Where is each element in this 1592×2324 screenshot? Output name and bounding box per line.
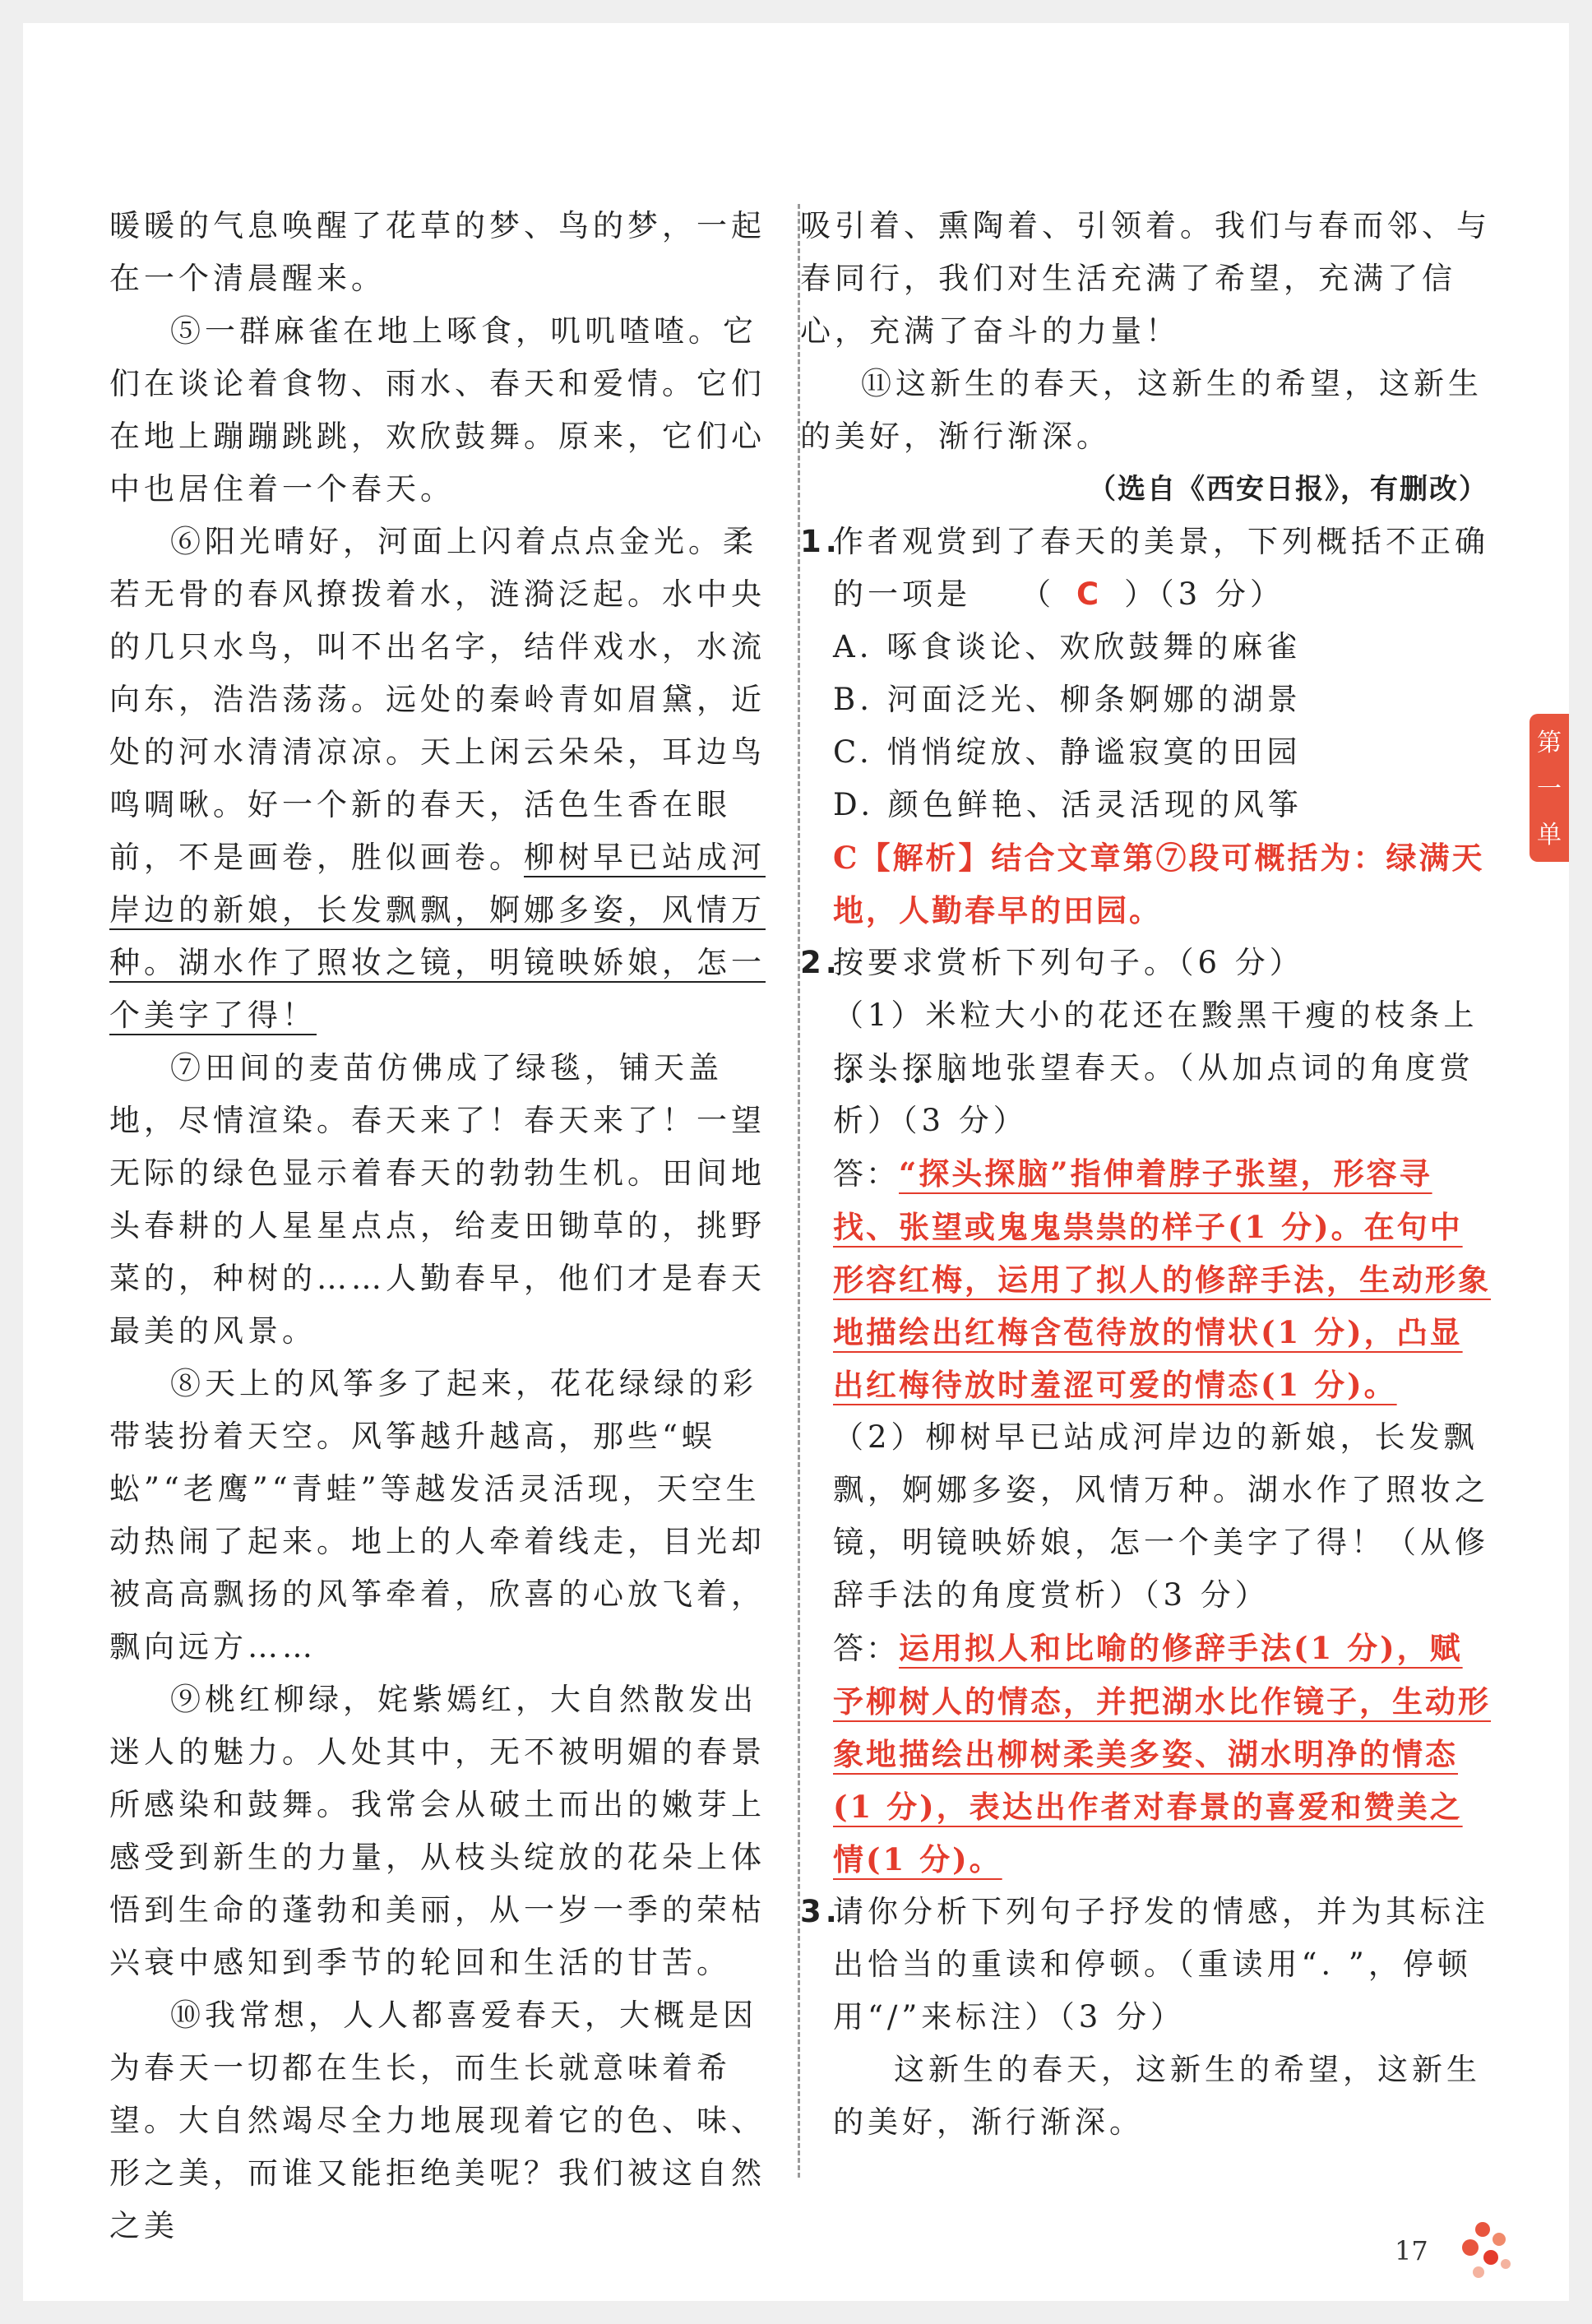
dotted-char: 探 — [833, 1050, 868, 1086]
option-b: B. 河面泛光、柳条婀娜的湖景 — [833, 682, 1302, 717]
dotted-char: 头 — [868, 1050, 902, 1086]
sub-question-1 — [833, 989, 1495, 1147]
option-a: A. 啄食谈论、欢欣鼓舞的麻雀 — [833, 629, 1302, 664]
question-number: 2. — [800, 945, 841, 980]
answer-1 — [833, 1147, 1495, 1411]
question-number: 1. — [800, 524, 841, 559]
left-column — [109, 200, 777, 2252]
bracket-open: （ — [1020, 576, 1055, 612]
dotted-char: 脑 — [937, 1050, 971, 1086]
question-1 — [800, 516, 1495, 937]
bracket-close-score: ）（3 分） — [1124, 576, 1284, 612]
question-stem: 按要求赏析下列句子。（6 分） — [833, 945, 1304, 980]
question-1-stem: 作者观赏到了春天的美景，下列概括不正确的一项是 — [833, 524, 1489, 612]
sub-question-1-text: （1）米粒大小的花还在黢黑干瘦的枝条上 — [833, 998, 1479, 1033]
answer-label: 答： — [833, 1631, 899, 1666]
sub-question-2: （2）柳树早已站成河岸边的新娘，长发飘飘，婀娜多姿，风情万种。湖水作了照妆之镜，明镜映娇娘，怎一个美字了得！（从修辞手法的角度赏析）（3 分） — [833, 1419, 1489, 1613]
paragraph-8: ⑧天上的风筝多了起来，花花绿绿的彩带装扮着天空。风筝越升越高，那些“蜈蚣”“老鹰”“青蛙”等越发活灵活现，天空生动热闹了起来。地上的人牵着线走，目光却被高高飘扬的风筝牵着，欣喜的心放飞着，飘向远方…… — [109, 1366, 766, 1664]
answer-2-text: 运用拟人和比喻的修辞手法(1 分)，赋予柳树人的情态，并把湖水比作镜子，生动形象地描绘出柳树柔美多姿、湖水明净的情态(1 分)，表达出作者对春景的喜爱和赞美之情(1 分)。 — [833, 1630, 1491, 1877]
option-d: D. 颜色鲜艳、活灵活现的风筝 — [833, 787, 1303, 822]
paragraph-10: ⑩我常想，人人都喜爱春天，大概是因为春天一切都在生长，而生长就意味着希望。大自然竭尽全力地展现着它的色、味、形之美，而谁又能拒绝美呢？我们被这自然之美 — [109, 1998, 766, 2243]
underlined-sentence: 柳树早已站成河岸边的新娘，长发飘飘，婀娜多姿，风情万种。湖水作了照妆之镜，明镜映娇娘，怎一个美字了得！ — [109, 840, 766, 1033]
unit-tab: 第一单元 — [1530, 714, 1569, 862]
question-stem: 请你分析下列句子抒发的情感，并为其标注出恰当的重读和停顿。（重读用“. ”，停顿用“/”来标注）（3 分） — [833, 1894, 1489, 2035]
question-2 — [800, 937, 1495, 1886]
source-citation: （选自《西安日报》，有删改） — [1088, 473, 1488, 506]
option-c: C. 悄悄绽放、静谧寂寞的田园 — [833, 734, 1302, 770]
answer-label: 答： — [833, 1156, 899, 1192]
dotted-char: 探 — [902, 1050, 937, 1086]
answer-choice: C — [1076, 576, 1104, 612]
paragraph-6 — [109, 516, 777, 1042]
sub-question-1-text-end: 地张望春天。（从加点词的角度赏析）（3 分） — [833, 1050, 1474, 1138]
paragraph-4-end: 暖暖的气息唤醒了花草的梦、鸟的梦，一起在一个清晨醒来。 — [109, 208, 766, 296]
question-number: 3. — [800, 1894, 841, 1929]
paragraph-10-end: 吸引着、熏陶着、引领着。我们与春而邻、与春同行，我们对生活充满了希望，充满了信心，充满了奋斗的力量！ — [800, 208, 1491, 349]
question-3 — [800, 1886, 1495, 2149]
analysis-text: C【解析】结合文章第⑦段可概括为：绿满天地，人勤春早的田园。 — [833, 840, 1485, 928]
paragraph-5: ⑤一群麻雀在地上啄食，叽叽喳喳。它们在谈论着食物、雨水、春天和爱情。它们在地上蹦蹦跳跳，欢欣鼓舞。原来，它们心中也居住着一个春天。 — [109, 313, 766, 507]
answer-1-text: “探头探脑”指伸着脖子张望，形容寻找、张望或鬼鬼祟祟的样子(1 分)。在句中形容红梅，运用了拟人的修辞手法，生动形象地描绘出红梅含苞待放的情状(1 分)，凸显出红梅待放时羞涩可爱的情态(1 分)。 — [833, 1155, 1491, 1403]
paragraph-9: ⑨桃红柳绿，姹紫嫣红，大自然散发出迷人的魅力。人处其中，无不被明媚的春景所感染和鼓舞。我常会从破土而出的嫩芽上感受到新生的力量，从枝头绽放的花朵上体悟到生命的蓬勃和美丽，从一岁一季的荣枯兴衰中感知到季节的轮回和生活的甘苦。 — [109, 1682, 766, 1980]
paragraph-7: ⑦田间的麦苗仿佛成了绿毯，铺天盖地，尽情渲染。春天来了！春天来了！一望无际的绿色显示着春天的勃勃生机。田间地头春耕的人星星点点，给麦田锄草的，挑野菜的，种树的……人勤春早，他们才是春天最美的风景。 — [109, 1050, 766, 1349]
paragraph-6-text: ⑥阳光晴好，河面上闪着点点金光。柔若无骨的春风撩拨着水，涟漪泛起。水中央的几只水鸟，叫不出名字，结伴戏水，水流向东，浩浩荡荡。远处的秦岭青如眉黛，近处的河水清清凉凉。天上闲云朵朵，耳边鸟鸣啁啾。好一个新的春天，活色生香在眼前，不是画卷，胜似画卷。 — [109, 524, 766, 875]
answer-2 — [833, 1622, 1495, 1886]
textbook-page — [23, 23, 1569, 2301]
right-column — [800, 200, 1495, 2149]
page-number: 17 — [1395, 2235, 1428, 2266]
answer-bracket — [1020, 568, 1284, 621]
question-3-sentence: 这新生的春天，这新生的希望，这新生的美好，渐行渐深。 — [833, 2052, 1481, 2140]
question-stem — [833, 516, 1495, 621]
paragraph-11: ⑪这新生的春天，这新生的希望，这新生的美好，渐行渐深。 — [800, 366, 1483, 454]
flower-decoration-icon — [1450, 2215, 1524, 2289]
